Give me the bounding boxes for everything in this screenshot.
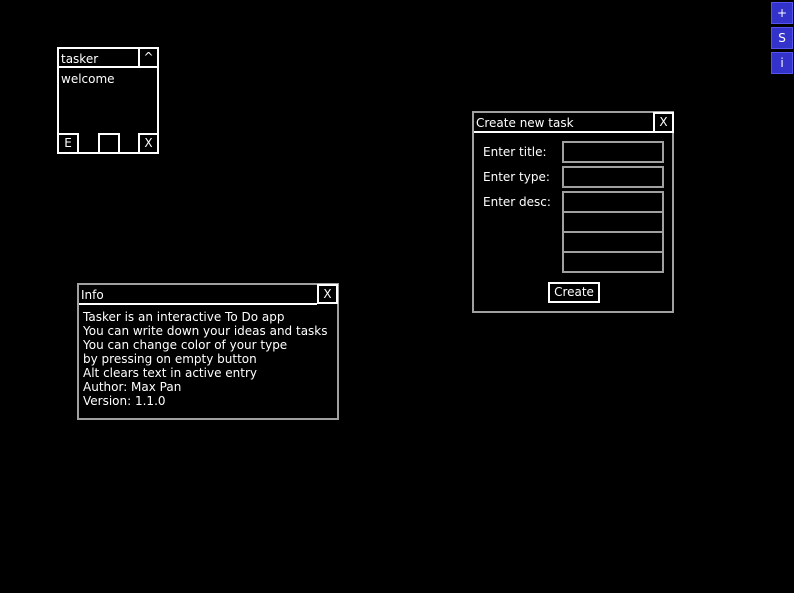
collapse-button[interactable]: ^ (138, 47, 159, 68)
edit-button[interactable]: E (57, 133, 79, 154)
info-line: Version: 1.1.0 (83, 394, 166, 408)
desc-line-divider (564, 251, 662, 253)
add-task-button[interactable]: + (771, 2, 793, 24)
create-title-divider (474, 131, 653, 133)
color-button[interactable] (98, 133, 120, 154)
desc-label: Enter desc: (483, 195, 551, 209)
info-title-divider (79, 303, 317, 305)
desc-input[interactable] (562, 191, 664, 273)
close-note-button[interactable]: X (138, 133, 159, 154)
s-button[interactable]: S (771, 27, 793, 49)
info-line: Author: Max Pan (83, 380, 182, 394)
create-title: Create new task (476, 116, 574, 130)
type-label: Enter type: (483, 170, 550, 184)
info-title: Info (81, 288, 104, 302)
note-body: welcome (61, 72, 115, 86)
close-info-button[interactable]: X (317, 284, 338, 304)
info-line: Alt clears text in active entry (83, 366, 257, 380)
create-button[interactable]: Create (548, 282, 600, 303)
title-input[interactable] (562, 141, 664, 163)
note-title: tasker (61, 52, 99, 66)
info-line: You can write down your ideas and tasks (83, 324, 328, 338)
create-task-window (472, 111, 674, 313)
title-label: Enter title: (483, 145, 547, 159)
info-line: by pressing on empty button (83, 352, 257, 366)
info-window (77, 283, 339, 420)
title-divider (59, 66, 157, 68)
info-line: You can change color of your type (83, 338, 288, 352)
tasker-note (57, 47, 159, 154)
desc-line-divider (564, 211, 662, 213)
type-input[interactable] (562, 166, 664, 188)
desc-line-divider (564, 231, 662, 233)
close-create-button[interactable]: X (653, 112, 674, 133)
info-text (83, 310, 328, 408)
info-line: Tasker is an interactive To Do app (83, 310, 285, 324)
info-button[interactable]: i (771, 52, 793, 74)
